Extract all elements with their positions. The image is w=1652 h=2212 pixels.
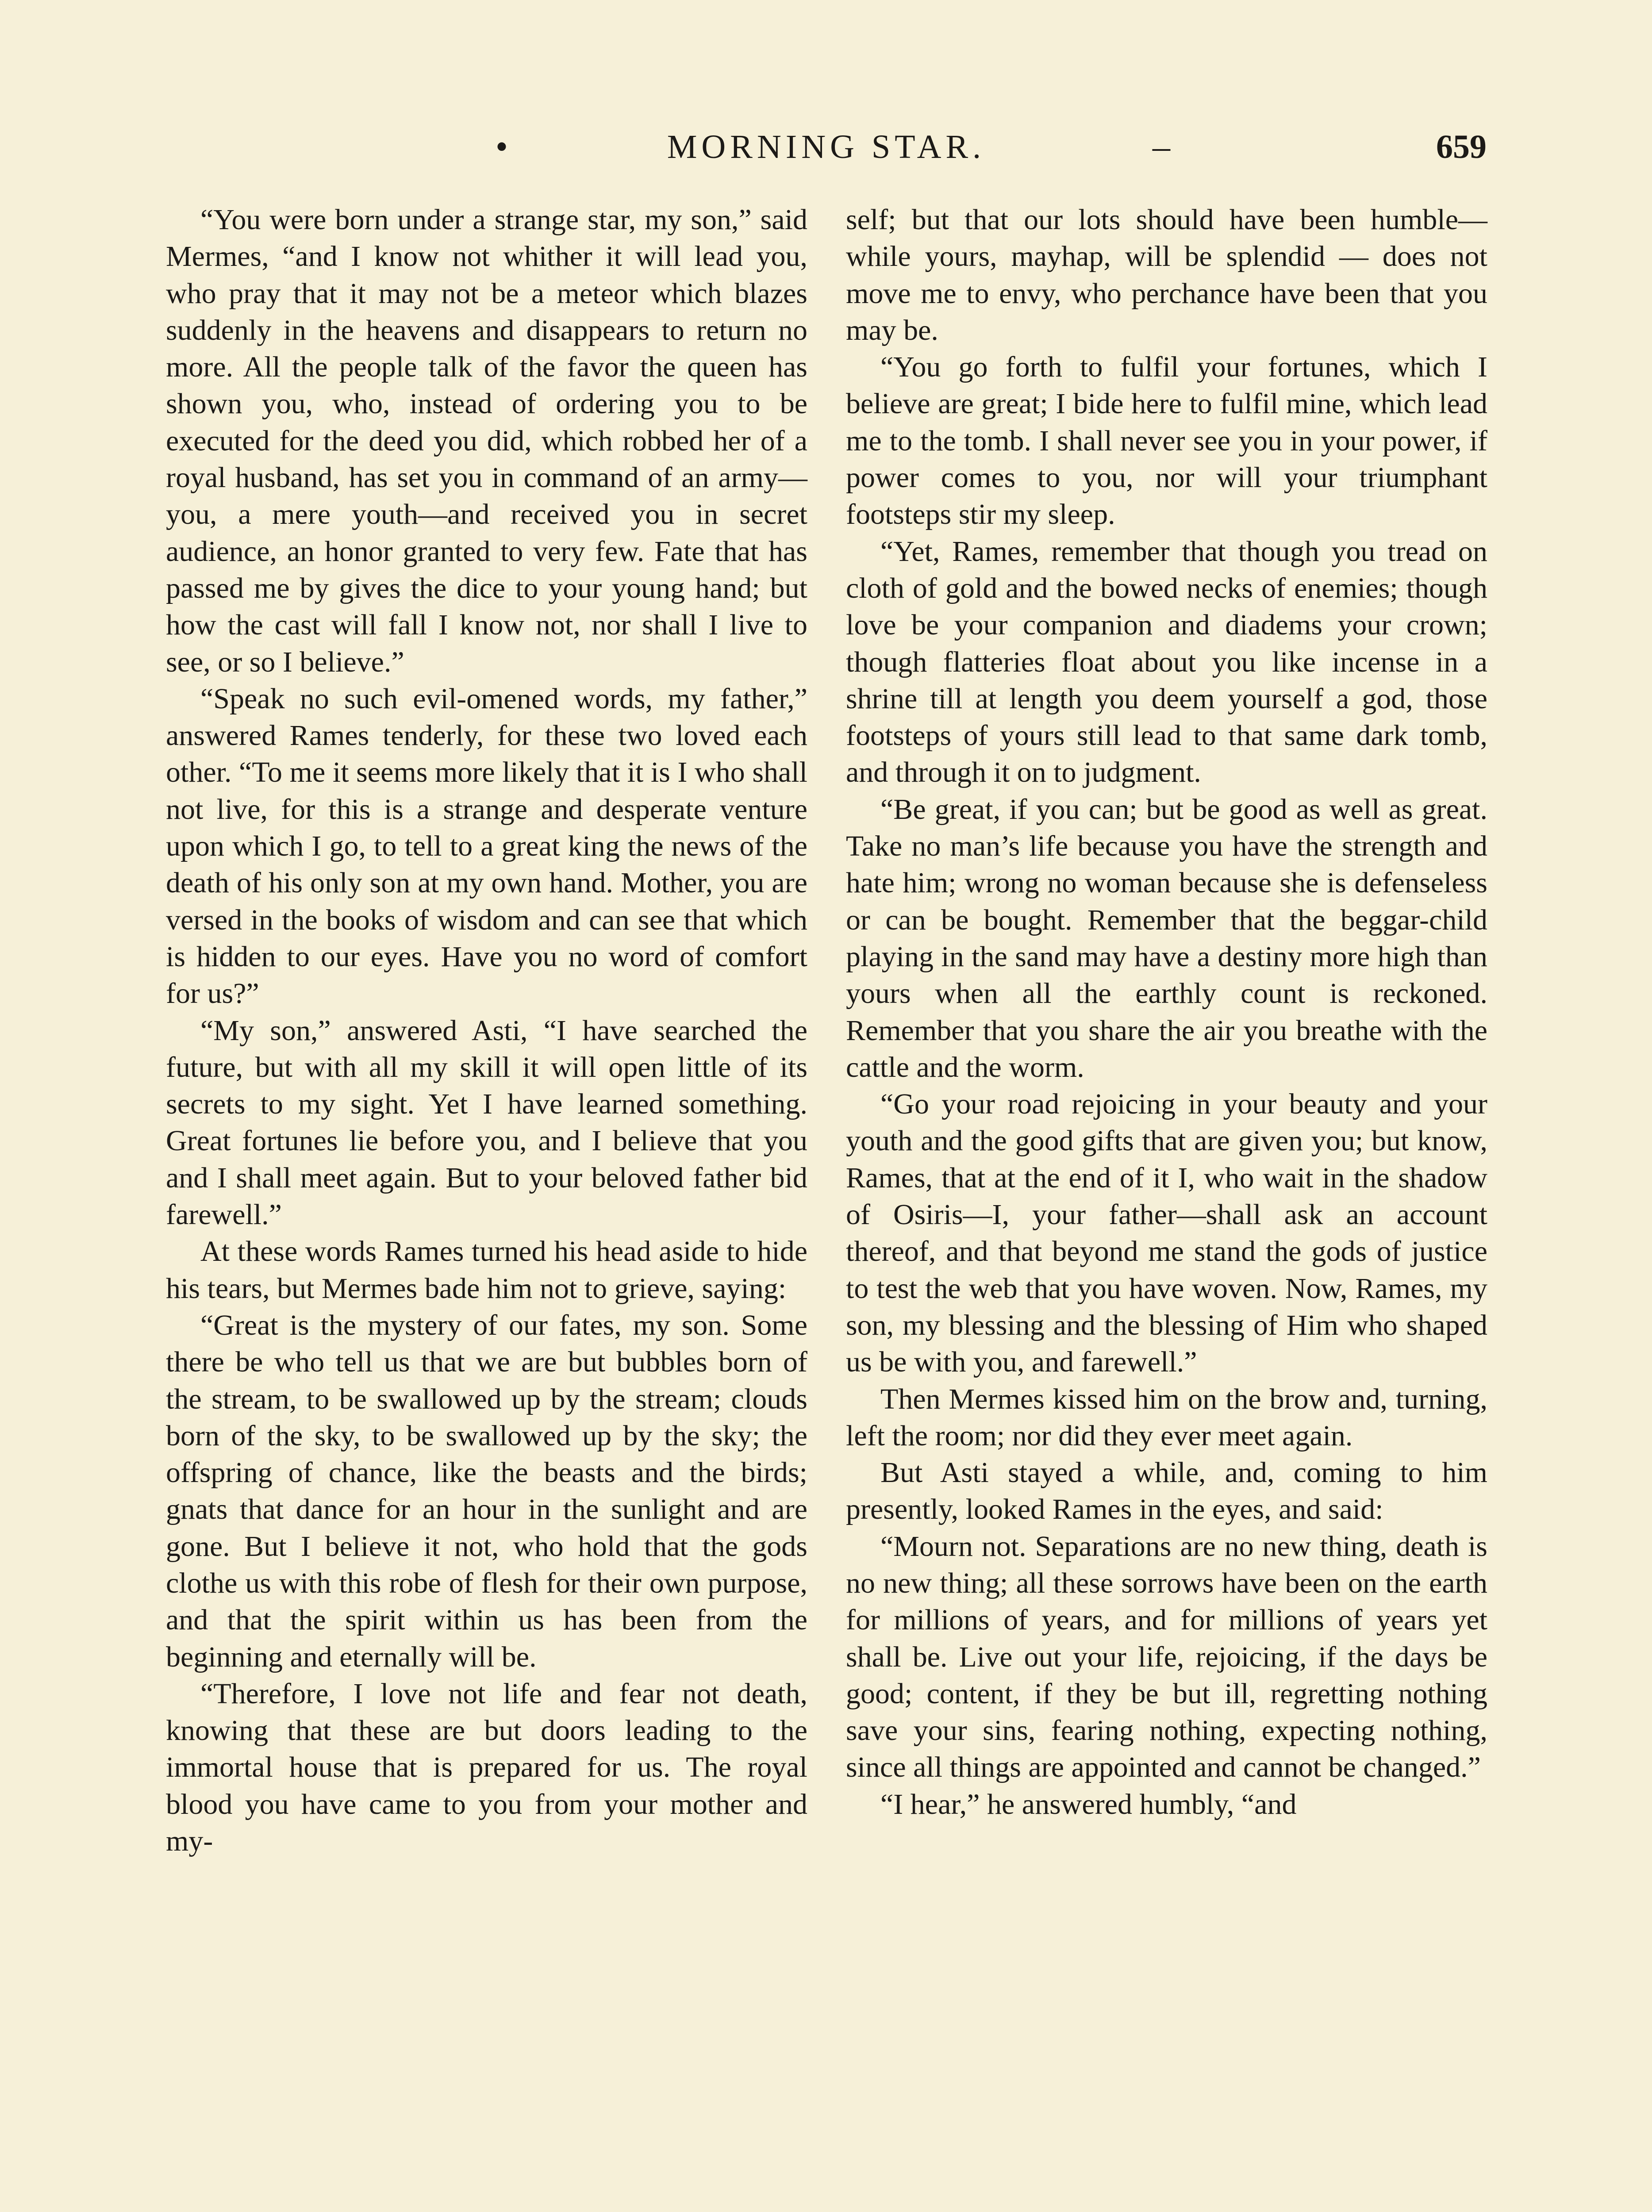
paragraph: At these words Rames turned his head aside to hide his tears, but Mermes bade him not to grieve, saying:	[166, 1235, 807, 1305]
paragraph: “Be great, if you can; but be good as well as great. Take no man’s life because you have the strength and hate him; wrong no woman because she is defenseless or can be bought. Remember that the beggar-child playing in the sand may have a destiny more high than yours when all the earthly count is reckoned. Remember that you share the air you breathe with the cattle and the worm.	[846, 793, 1487, 1083]
page-number: 659	[1436, 128, 1487, 165]
running-title: MORNING STAR.	[667, 128, 986, 165]
paragraph: But Asti stayed a while, and, coming to him presently, looked Rames in the eyes, and said:	[846, 1456, 1487, 1526]
paragraph: “You go forth to fulfil your fortunes, which I believe are great; I bide here to fulfil mine, which lead me to the tomb. I shall never see you in your power, if power comes to you, nor will your triumphant footsteps stir my sleep.	[846, 351, 1487, 531]
running-header	[166, 125, 1487, 173]
left-column	[166, 201, 807, 1859]
paragraph: “Go your road rejoicing in your beauty and your youth and the good gifts that are given you; but know, Rames, that at the end of it I, who wait in the shadow of Osiris—I, your father—shall ask an account thereof, and that beyond me stand the gods of justice to test the web that you have woven. Now, Rames, my son, my blessing and the blessing of Him who shaped us be with you, and farewell.”	[846, 1088, 1487, 1379]
right-column	[846, 201, 1487, 1823]
header-bullet: •	[496, 127, 508, 166]
paragraph: “I hear,” he answered humbly, “and	[880, 1788, 1297, 1820]
paragraph: Then Mermes kissed him on the brow and, turning, left the room; nor did they ever meet again.	[846, 1382, 1487, 1452]
paragraph: “Mourn not. Separations are no new thing, death is no new thing; all these sorrows have been on the earth for millions of years, and for millions of years yet shall be. Live out your life, rejoicing, if the days be good; content, if they be but ill, regretting nothing save your sins, fearing nothing, expecting nothing, since all things are appointed and cannot be changed.”	[846, 1530, 1487, 1784]
header-dash: –	[1153, 127, 1170, 166]
paragraph: “You were born under a strange star, my son,” said Mermes, “and I know not whither it will lead you, who pray that it may not be a meteor which blazes suddenly in the heavens and disappears to return no more. All the people talk of the favor the queen has shown you, who, instead of ordering you to be executed for the deed you did, which robbed her of a royal husband, has set you in command of an army—you, a mere youth—and received you in secret audience, an honor granted to very few. Fate that has passed me by gives the dice to your young hand; but how the cast will fall I know not, nor shall I live to see, or so I believe.”	[166, 204, 807, 678]
paragraph: “Yet, Rames, remember that though you tread on cloth of gold and the bowed necks of enemies; though love be your companion and diadems your crown; though flatteries float about you like incense in a shrine till at length you deem yourself a god, those footsteps of yours still lead to that same dark tomb, and through it on to judgment.	[846, 535, 1487, 789]
paragraph-continued: self; but that our lots should have been humble— while yours, mayhap, will be splendid — does not move me to envy, who perchance have been that you may be.	[846, 204, 1487, 346]
paragraph: “My son,” answered Asti, “I have searched the future, but with all my skill it will open little of its secrets to my sight. Yet I have learned something. Great fortunes lie before you, and I believe that you and I shall meet again. But to your beloved father bid farewell.”	[166, 1014, 807, 1231]
paragraph: “Therefore, I love not life and fear not death, knowing that these are but doors leading to the immortal house that is prepared for us. The royal blood you have came to you from your mother and my-	[166, 1677, 807, 1858]
paragraph: “Speak no such evil-omened words, my father,” answered Rames tenderly, for these two loved each other. “To me it seems more likely that it is I who shall not live, for this is a strange and desperate venture upon which I go, to tell to a great king the news of the death of his only son at my own hand. Mother, you are versed in the books of wisdom and can see that which is hidden to our eyes. Have you no word of comfort for us?”	[166, 682, 807, 1010]
paragraph: “Great is the mystery of our fates, my son. Some there be who tell us that we are but bubbles born of the stream, to be swallowed up by the stream; clouds born of the sky, to be swallowed up by the sky; the offspring of chance, like the beasts and the birds; gnats that dance for an hour in the sunlight and are gone. But I believe it not, who hold that the gods clothe us with this robe of flesh for their own purpose, and that the spirit within us has been from the beginning and eternally will be.	[166, 1309, 807, 1673]
